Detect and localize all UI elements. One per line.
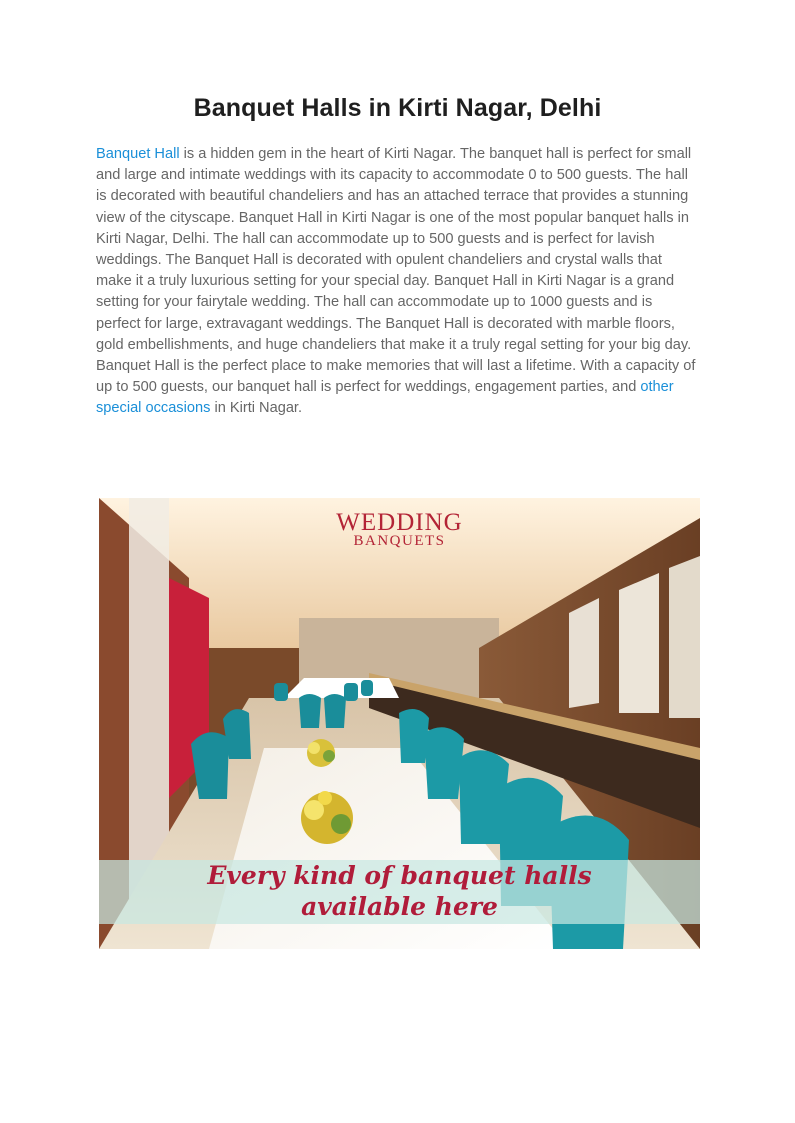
banner-caption-line1: Every kind of banquet halls [207,861,592,890]
far-table [284,678,399,698]
logo-wedding: WEDDING [336,509,463,536]
paragraph-tail-text: in Kirti Nagar. [210,400,303,417]
banner-caption-line2: available here [301,892,498,921]
banquet-hall-link[interactable]: Banquet Hall [96,146,180,162]
page-title: Banquet Halls in Kirti Nagar, Delhi [193,94,602,122]
logo-banquets: BANQUETS [353,533,446,549]
mirror-panel [569,598,599,708]
flower-centerpiece [307,739,335,767]
body-paragraph [96,144,700,420]
mirror-panel [619,573,659,713]
banquet-hall-photo [99,498,700,949]
special-occasions-link[interactable]: other special occasions [96,379,674,417]
paragraph-main-text: is a hidden gem in the heart of Kirti Nagar. The banquet hall is perfect for small and large and intimate weddings with its capacity to accommodate 0 to 500 guests. The hall is decorated with beautiful chandeliers and has an attached terrace that provides a stunning view of the cityscape. Banquet Hall in Kirti Nagar is one of the most popular banquet halls in Kirti Nagar, Delhi. The hall can accommodate up to 500 guests and is perfect for lavish weddings. The Banquet Hall is decorated with opulent chandeliers and crystal walls that make it a truly luxurious setting for your special day. Banquet Hall in Kirti Nagar is a grand setting for your fairytale wedding. The hall can accommodate up to 1000 guests and is perfect for large, extravagant weddings. The Banquet Hall is decorated with marble floors, gold embellishments, and huge chandeliers that make it a truly regal setting for your big day. Banquet Hall is the perfect place to make memories that will last a lifetime. With a capacity of up to 500 guests, our banquet hall is perfect for weddings, engagement parties, and [96,146,696,396]
mirror-panel [669,556,700,718]
